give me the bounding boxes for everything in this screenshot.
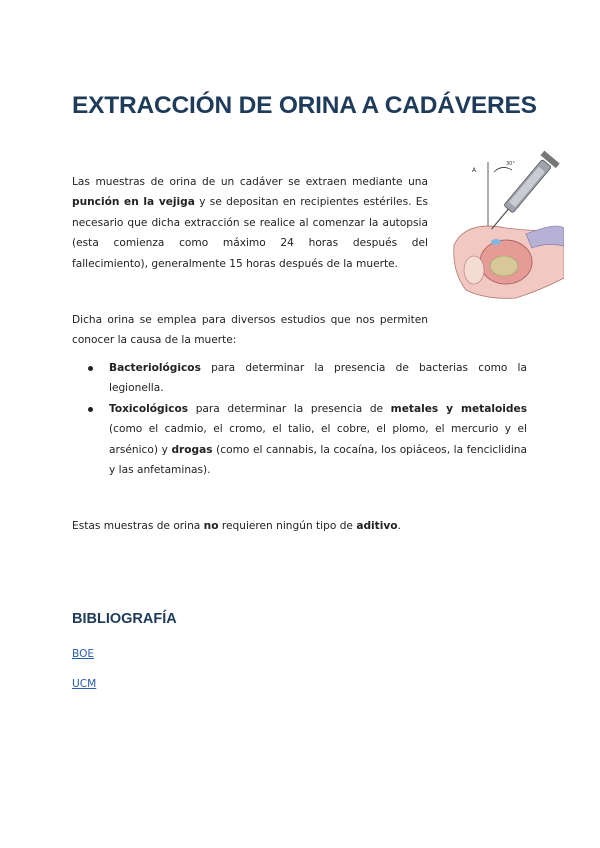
link-boe[interactable]: BOE <box>72 648 95 660</box>
bullet-icon <box>88 366 93 371</box>
additive-paragraph <box>72 516 532 536</box>
bullet-icon <box>88 407 93 412</box>
bibliography-heading: BIBLIOGRAFÍA <box>72 611 177 627</box>
text: para determinar la presencia de bacterias como la legionella. <box>109 362 527 395</box>
bold-text: punción en la vejiga <box>72 196 195 209</box>
bladder-puncture-illustration <box>446 150 564 308</box>
text: . <box>397 520 401 532</box>
text: Estas muestras de orina <box>72 520 204 532</box>
figure-label-a: A <box>472 167 477 174</box>
urine <box>490 256 518 276</box>
bold-text: Bacteriológicos <box>109 362 201 374</box>
puncture-site <box>491 239 501 245</box>
intro-paragraph <box>72 172 428 274</box>
bold-text: no <box>203 520 219 532</box>
text: y se depositan en recipientes estériles. Es necesario que dicha extracción se realice al comenzar la autopsia (esta comienza como máximo 24 horas después del fallecimiento), generalmente 15 horas después de la muerte. <box>72 196 428 270</box>
bold-text: drogas <box>171 443 213 456</box>
studies-list <box>72 358 527 480</box>
glove-hand <box>526 226 564 248</box>
bold-text: aditivo <box>356 520 398 532</box>
text: Las muestras de orina de un cadáver se extraen mediante una <box>72 176 428 188</box>
list-item <box>72 399 527 481</box>
syringe <box>484 151 560 236</box>
text: (como el cannabis, la cocaína, los opiáceos, la fenciclidina y las anfetaminas). <box>109 443 527 477</box>
text: para determinar la presencia de <box>188 402 391 415</box>
text: (como el cadmio, el cromo, el talio, el cobre, el plomo, el mercurio y el arsénico) y <box>109 423 527 456</box>
link-ucm[interactable]: UCM <box>72 678 97 690</box>
pubic-bone <box>464 256 484 284</box>
angle-arc <box>494 167 512 172</box>
page-title: EXTRACCIÓN DE ORINA A CADÁVERES <box>72 92 537 119</box>
list-item <box>72 358 527 399</box>
bold-text: Toxicológicos <box>109 402 189 415</box>
figure-label-angle: 30° <box>506 161 515 167</box>
text: requieren ningún tipo de <box>218 520 357 532</box>
bold-text: metales y metaloides <box>390 402 528 415</box>
uses-paragraph: Dicha orina se emplea para diversos estudios que nos permiten conocer la causa de la muerte: <box>72 314 428 347</box>
